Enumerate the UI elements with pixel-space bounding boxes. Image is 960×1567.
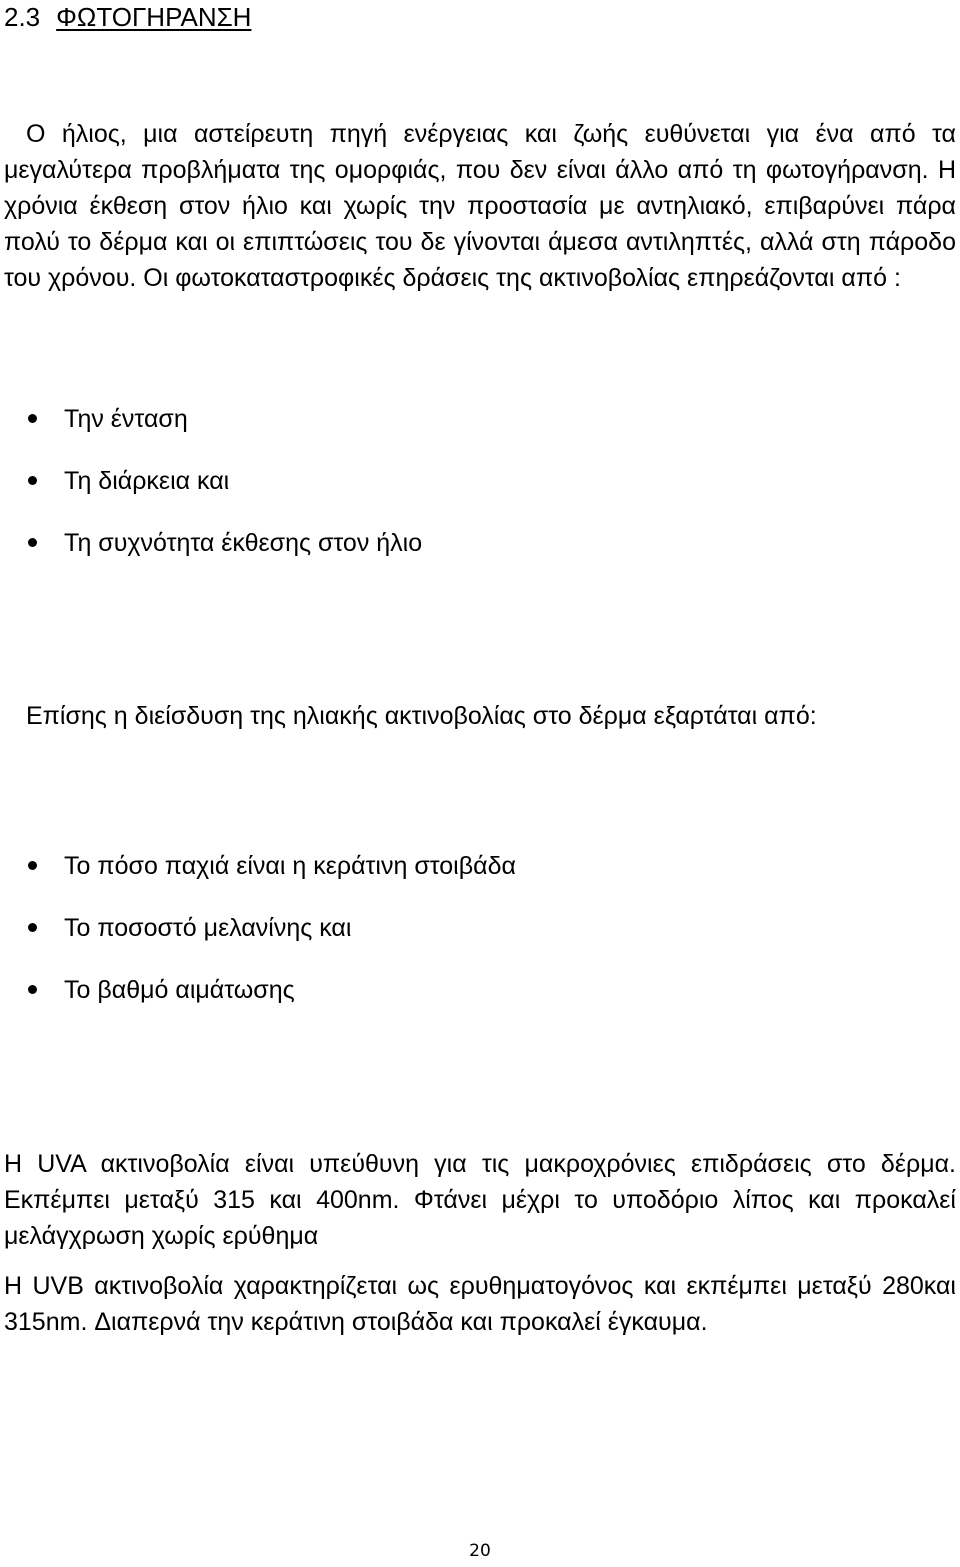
section-number: 2.3	[4, 2, 41, 32]
list-item	[0, 463, 900, 525]
list-item-text: Το ποσοστό μελανίνης και	[64, 914, 352, 942]
list-item	[0, 848, 900, 910]
section-title: ΦΩΤΟΓΗΡΑΝΣΗ	[56, 2, 252, 32]
bullet-icon	[28, 414, 37, 423]
list-item-text: Τη συχνότητα έκθεσης στον ήλιο	[64, 529, 423, 557]
list-item-text: Την ένταση	[64, 405, 188, 433]
list-item	[0, 910, 900, 972]
uvb-paragraph: Η UVB ακτινοβολία χαρακτηρίζεται ως ερυθηματογόνος και εκπέμπει μεταξύ 280και 315nm. Διαπερνά την κεράτινη στοιβάδα και προκαλεί έγκαυμα.	[4, 1272, 956, 1336]
exposure-factors-list	[0, 401, 900, 587]
list-item	[0, 972, 900, 1034]
list-item	[0, 525, 900, 587]
bullet-icon	[28, 923, 37, 932]
penetration-factors-list	[0, 848, 900, 1034]
list-item-text: Το πόσο παχιά είναι η κεράτινη στοιβάδα	[64, 852, 516, 880]
bullet-icon	[28, 538, 37, 547]
intro-paragraph: Ο ήλιος, μια αστείρευτη πηγή ενέργειας και ζωής ευθύνεται για ένα από τα μεγαλύτερα προβλήματα της ομορφιάς, που δεν είναι άλλο από τη φωτογήρανση. Η χρόνια έκθεση στον ήλιο και χωρίς την προστασία με αντηλιακό, επιβαρύνει πάρα πολύ το δέρμα και οι επιπτώσεις του δε γίνονται άμεσα αντιληπτές, αλλά στη πάροδο του χρόνου. Οι φωτοκαταστροφικές δράσεις της ακτινοβολίας επηρεάζονται από :	[4, 120, 956, 292]
section-heading	[4, 2, 251, 32]
page-number: 20	[469, 1541, 491, 1561]
bullet-icon	[28, 985, 37, 994]
bullet-icon	[28, 861, 37, 870]
list-item-text: Το βαθμό αιμάτωσης	[64, 976, 295, 1004]
penetration-paragraph: Επίσης η διείσδυση της ηλιακής ακτινοβολίας στο δέρμα εξαρτάται από:	[26, 702, 817, 730]
bullet-icon	[28, 476, 37, 485]
uva-paragraph: Η UVA ακτινοβολία είναι υπεύθυνη για τις μακροχρόνιες επιδράσεις στο δέρμα. Εκπέμπει μεταξύ 315 και 400nm. Φτάνει μέχρι το υποδόριο λίπος και προκαλεί μελάγχρωση χωρίς ερύθημα	[4, 1150, 956, 1250]
list-item	[0, 401, 900, 463]
list-item-text: Τη διάρκεια και	[64, 467, 230, 495]
